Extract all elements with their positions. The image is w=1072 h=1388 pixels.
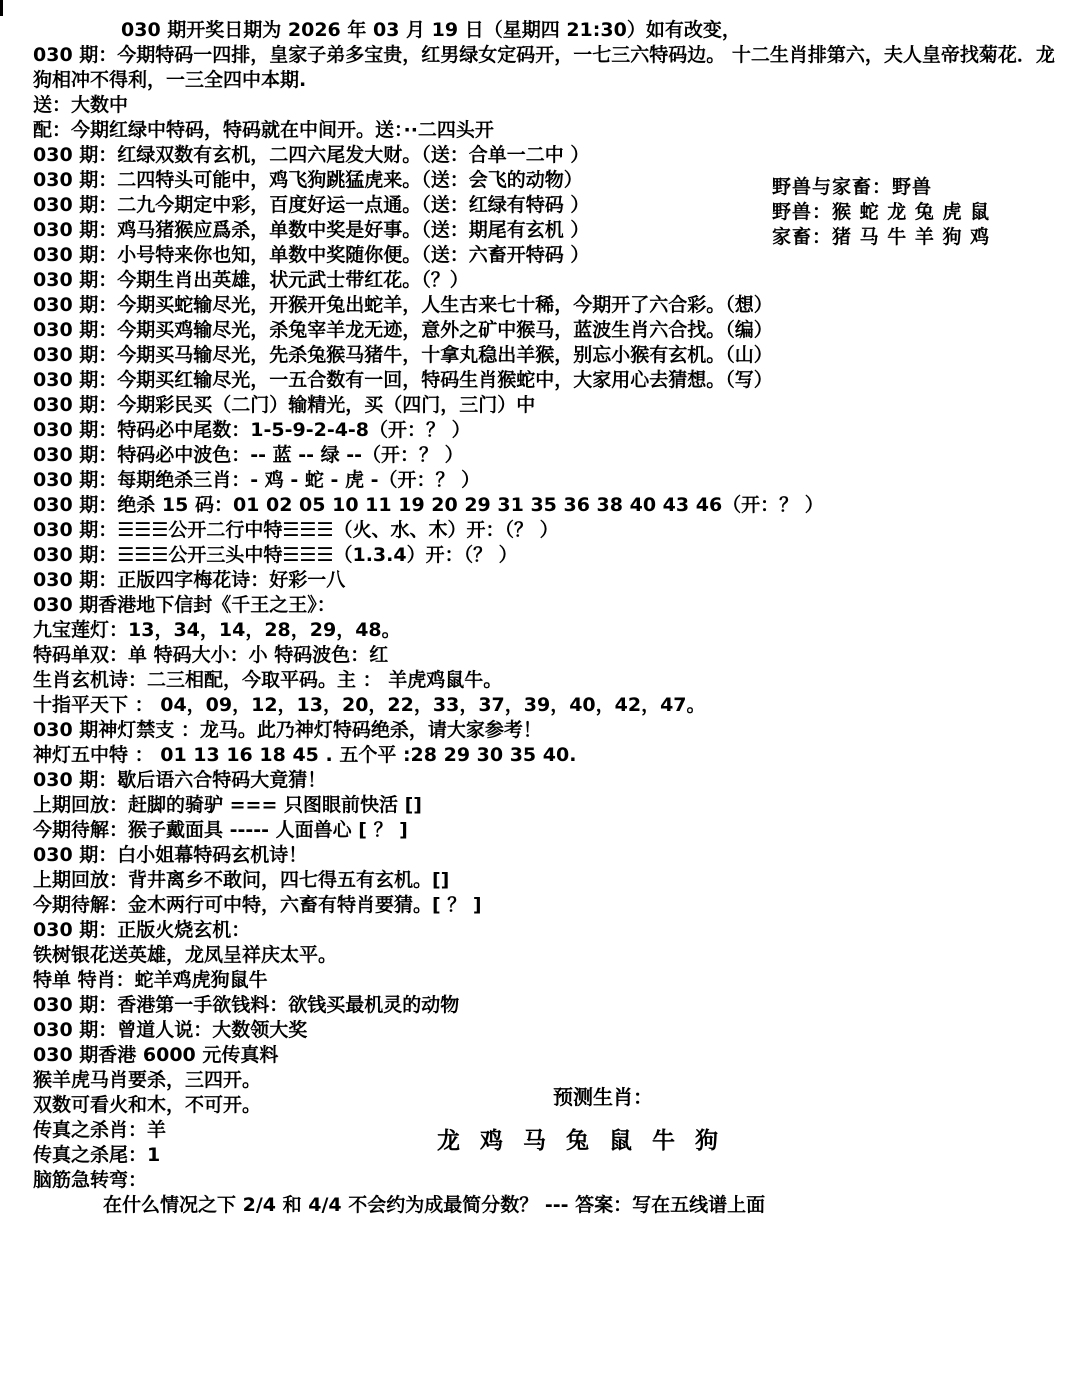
text-line: 030 期：小号特来你也知，单数中奖随你便。（送：六畜开特码 ） xyxy=(33,244,590,266)
text-line: 030 期：鸡马猪猴应爲杀，单数中奖是好事。（送：期尾有玄机 ） xyxy=(33,219,590,241)
text-line: 030 期：今期买马输尽光，先杀兔猴马猪牛，十拿丸稳出羊猴，别忘小猴有玄机。（山） xyxy=(33,344,773,366)
text-line: 脑筋急转弯： xyxy=(33,1169,148,1191)
text-line: 030 期香港地下信封《千王之王》： xyxy=(33,594,336,616)
riddle-text: 在什么情况之下 2/4 和 4/4 不会约为成最简分数？ --- 答案：写在五线谱上面 xyxy=(103,1194,766,1216)
text-line: 配：今期红绿中特码，特码就在中间开。送：··二四头开 xyxy=(33,119,494,141)
text-line: 送：大数中 xyxy=(33,94,129,116)
text-line: 今期待解：金木两行可中特，六畜有特肖要猜。[ ？ ] xyxy=(33,894,482,916)
text-line: 030 期：二九今期定中彩，百度好运一点通。（送：红绿有特码 ） xyxy=(33,194,590,216)
text-line: 双数可看火和木，不可开。 xyxy=(33,1094,262,1116)
text-line: 030 期：正版四字梅花诗：好彩一八 xyxy=(33,569,346,591)
text-line: 030 期神灯禁支 ：龙马。此乃神灯特码绝杀，请大家参考！ xyxy=(33,719,542,741)
text-line: 猴羊虎马肖要杀，三四开。 xyxy=(33,1069,262,1091)
text-line: 030 期香港 6000 元传真料 xyxy=(33,1044,279,1066)
line-list xyxy=(33,93,1063,1193)
text-line: 特单 特肖：蛇羊鸡虎狗鼠牛 xyxy=(33,969,268,991)
text-line: 上期回放：背井离乡不敢问，四七得五有玄机。[] xyxy=(33,869,450,891)
text-line: 030 期：白小姐幕特码玄机诗！ xyxy=(33,844,308,866)
text-line: 030 期：每期绝杀三肖：- 鸡 - 蛇 - 虎 -（开：？ ） xyxy=(33,469,481,491)
page-title: 030 期开奖日期为 2026 年 03 月 19 日（星期四 21:30）如有改变， xyxy=(121,19,741,41)
text-line: 030 期：今期买鸡输尽光，杀兔宰羊龙无迹，意外之矿中猴马，蓝波生肖六合找。（编） xyxy=(33,319,773,341)
text-line: 今期待解：猴子戴面具 ----- 人面兽心 [ ？ ] xyxy=(33,819,408,841)
animal-category-block xyxy=(772,175,990,250)
text-line: 030 期：特码必中尾数：1-5-9-2-4-8（开：？ ） xyxy=(33,419,471,441)
text-line: 生肖玄机诗：二三相配，今取平码。主 ： 羊虎鸡鼠牛。 xyxy=(33,669,503,691)
wild-animals-line: 野兽：猴 蛇 龙 兔 虎 鼠 xyxy=(772,201,991,223)
prediction-value: 龙 鸡 马 兔 鼠 牛 狗 xyxy=(437,1128,725,1154)
text-line: 030 期：曾道人说：大数领大奖 xyxy=(33,1019,308,1041)
text-line: 030 期：红绿双数有玄机，二四六尾发大财。（送：合单一二中 ） xyxy=(33,144,590,166)
text-line: 上期回放：赶脚的骑驴 === 只图眼前快活 [] xyxy=(33,794,422,816)
text-line: 030 期：香港第一手欲钱料：欲钱买最机灵的动物 xyxy=(33,994,460,1016)
text-line: 十指平天下 ： 04，09，12，13，20，22，33，37，39，40，42，47。 xyxy=(33,694,706,716)
text-line: 030 期：今期彩民买（二门）输精光，买（四门，三门）中 xyxy=(33,394,536,416)
intro-paragraph: 030 期：今期特码一四排，皇家子弟多宝贵，红男绿女定码开，一七三六特码边。 十二生肖排第六，夫人皇帝找菊花．龙狗相冲不得利，一三全四中本期. xyxy=(33,44,1055,91)
text-line: 传真之杀肖：羊 xyxy=(33,1119,167,1141)
text-line: 特码单双：单 特码大小：小 特码波色：红 xyxy=(33,644,389,666)
text-line: 030 期：歇后语六合特码大竟猜！ xyxy=(33,769,327,791)
text-line: 神灯五中特 ： 01 13 16 18 45 . 五个平 :28 29 30 35 40. xyxy=(33,744,577,766)
corner-mark xyxy=(0,0,3,16)
text-line: 铁树银花送英雄，龙凤呈祥庆太平。 xyxy=(33,944,338,966)
wild-vs-domestic-line: 野兽与家畜：野兽 xyxy=(772,176,933,198)
text-line: 030 期：特码必中波色：-- 蓝 -- 绿 --（开：？ ） xyxy=(33,444,464,466)
text-line: 030 期：☰☰☰公开二行中特☰☰☰（火、水、木）开：（？ ） xyxy=(33,519,559,541)
text-line: 030 期：☰☰☰公开三头中特☰☰☰（1.3.4）开：（？ ） xyxy=(33,544,518,566)
text-line: 030 期：今期生肖出英雄，状元武士带红花。（？） xyxy=(33,269,469,291)
text-line: 九宝莲灯：13，34，14，28，29，48。 xyxy=(33,619,401,641)
text-line: 030 期：今期买蛇输尽光，开猴开兔出蛇羊，人生古来七十稀，今期开了六合彩。（想） xyxy=(33,294,773,316)
prediction-label: 预测生肖： xyxy=(553,1085,653,1109)
text-line: 030 期：正版火烧玄机： xyxy=(33,919,251,941)
domestic-animals-line: 家畜：猪 马 牛 羊 狗 鸡 xyxy=(772,226,991,248)
text-line: 传真之杀尾：1 xyxy=(33,1144,161,1166)
text-line: 030 期：二四特头可能中，鸡飞狗跳猛虎来。（送：会飞的动物） xyxy=(33,169,583,191)
text-line: 030 期：今期买红输尽光，一五合数有一回，特码生肖猴蛇中，大家用心去猜想。（写） xyxy=(33,369,773,391)
text-line: 030 期：绝杀 15 码：01 02 05 10 11 19 20 29 31 35 36 38 40 43 46（开：？ ） xyxy=(33,494,824,516)
